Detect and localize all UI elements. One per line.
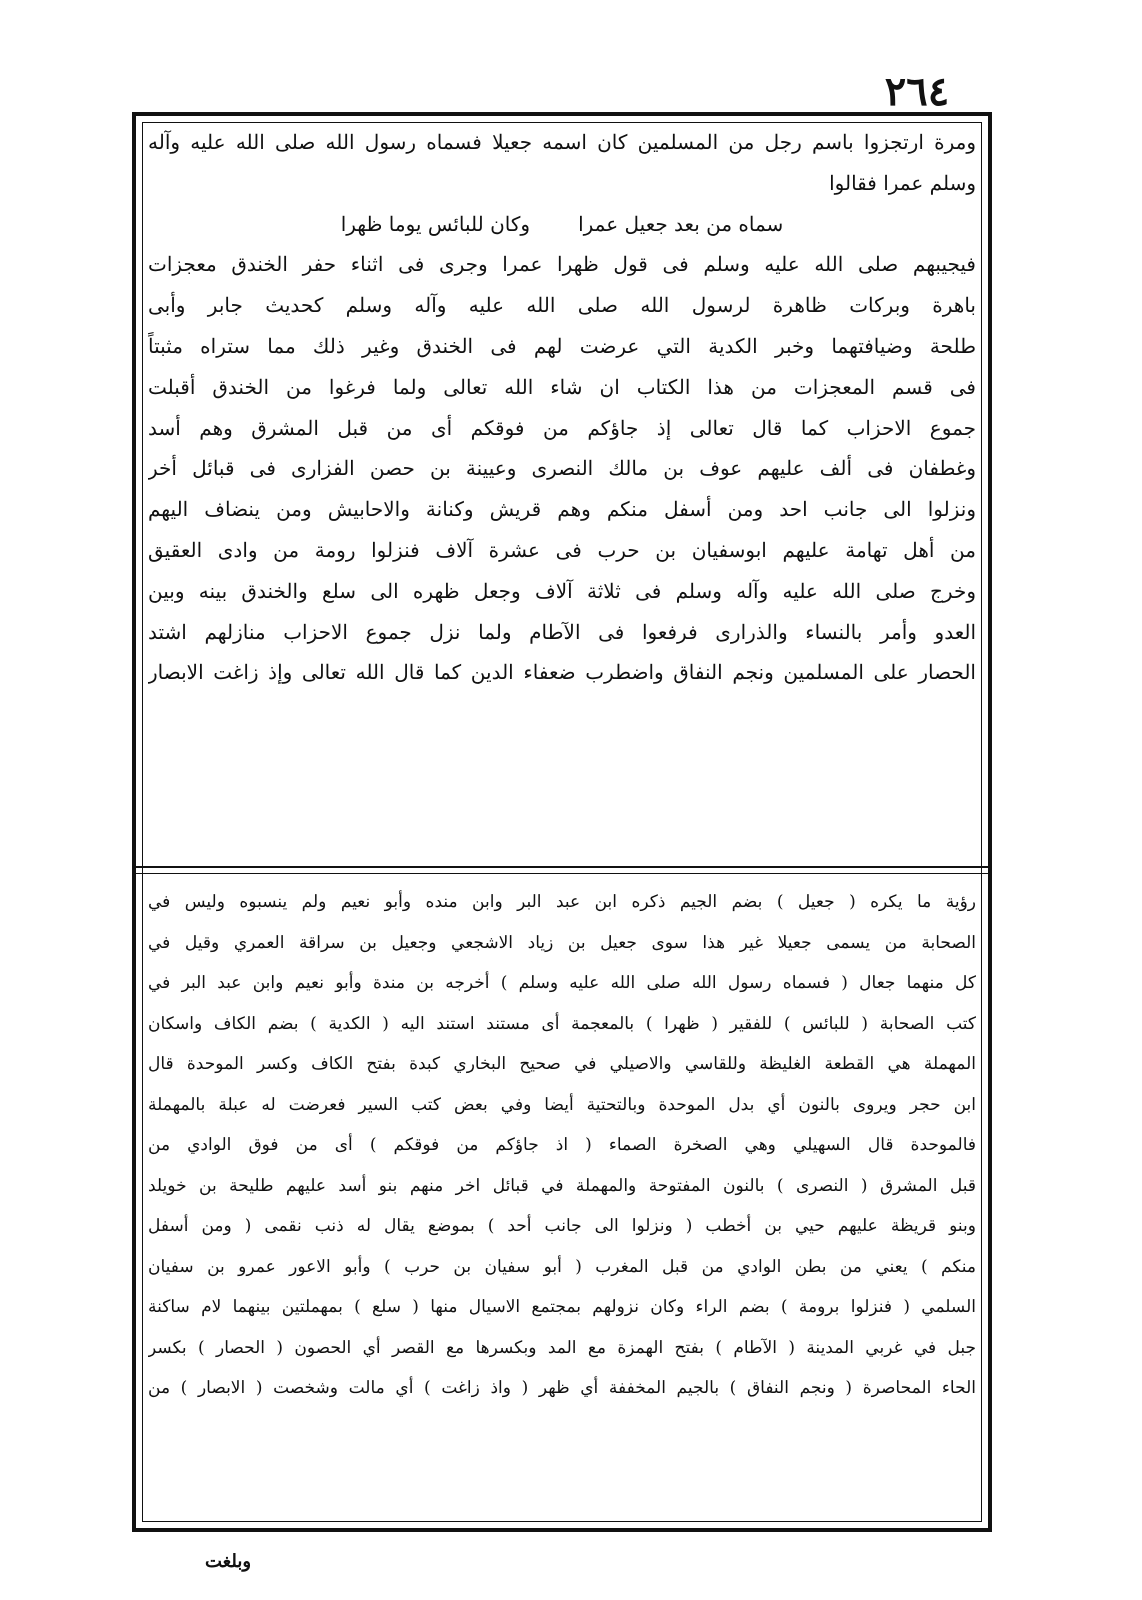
main-line: الحصار على المسلمين ونجم النفاق واضطرب ضعفاء الدين كما قال الله تعالى وإذ زاغت الابصار bbox=[148, 660, 976, 685]
page-frame bbox=[132, 112, 992, 1532]
note-line: كتب الصحابة ( للبائس ) للفقير ( ظهرا ) بالمعجمة أى مستند استند اليه ( الكدية ) بضم الكاف واسكان bbox=[148, 1013, 976, 1034]
footnote-divider bbox=[136, 866, 988, 874]
page-number: ٢٦٤ bbox=[884, 68, 950, 115]
main-line: ونزلوا الى جانب احد ومن أسفل منكم وهم قريش وكنانة والاحابيش ومن ينضاف اليهم bbox=[148, 497, 976, 522]
main-line: جموع الاحزاب كما قال تعالى إذ جاؤكم من فوقكم أى من قبل المشرق وهم أسد bbox=[148, 415, 976, 440]
note-line: كل منهما جعال ( فسماه رسول الله صلى الله عليه وسلم ) أخرجه بن مندة وأبو نعيم وابن عبد البر في bbox=[148, 973, 976, 993]
note-line: جبل في غربي المدينة ( الآطام ) بفتح الهمزة مع المد وبكسرها مع القصر أي الحصون ( الحصار ) بكسر bbox=[148, 1337, 976, 1358]
catchword: وبلغت bbox=[205, 1551, 252, 1572]
note-line: رؤية ما يكره ( جعيل ) بضم الجيم ذكره ابن عبد البر وابن منده وأبو نعيم ولم ينسبوه وليس في bbox=[148, 892, 976, 912]
verse-hemistich-1: سماه من بعد جعيل عمرا bbox=[578, 211, 784, 236]
main-line: وغطفان فى ألف عليهم عوف بن مالك النصرى وعيينة بن حصن الفزارى فى قبائل أخر bbox=[148, 456, 976, 481]
main-line: من أهل تهامة عليهم ابوسفيان بن حرب فى عشرة آلاف فنزلوا رومة من وادى العقيق bbox=[148, 537, 976, 562]
main-line: العدو وأمر بالنساء والذرارى فرفعوا فى الآطام ولما نزل جموع الاحزاب منازلهم اشتد bbox=[148, 619, 976, 644]
note-line: الصحابة من يسمى جعيلا غير هذا سوى جعيل بن زياد الاشجعي وجعيل بن سراقة العمري وقيل في bbox=[148, 932, 976, 953]
main-line: طلحة وضيافتهما وخبر الكدية التي عرضت لهم فى الخندق وغير ذلك مما ستراه مثبتاً bbox=[148, 333, 976, 358]
note-line: المهملة هي القطعة الغليظة وللقاسي والاصيلي في صحيح البخاري كبدة بفتح الكاف وكسر الموحدة قال bbox=[148, 1054, 976, 1074]
verse-hemistich-2: وكان للبائس يوما ظهرا bbox=[340, 211, 531, 236]
note-line: وبنو قريظة عليهم حيي بن أخطب ( ونزلوا الى جانب أحد ) بموضع يقال له ذنب نقمى ( ومن أسفل bbox=[148, 1216, 976, 1236]
main-line: وخرج صلى الله عليه وآله وسلم فى ثلاثة آلاف وجعل ظهره الى سلع والخندق بينه وبين bbox=[148, 578, 976, 603]
note-line: فالموحدة قال السهيلي وهي الصخرة الصماء ( اذ جاؤكم من فوقكم ) أى من فوق الوادي من bbox=[148, 1135, 976, 1155]
note-line: الحاء المحاصرة ( ونجم النفاق ) بالجيم المخففة أي ظهر ( واذ زاغت ) أي مالت وشخصت ( الابصار ) من bbox=[148, 1378, 976, 1398]
main-line: باهرة وبركات ظاهرة لرسول الله صلى الله عليه وآله وسلم كحديث جابر وأبى bbox=[148, 293, 976, 318]
note-line: السلمي ( فنزلوا برومة ) بضم الراء وكان نزولهم بمجتمع الاسيال منها ( سلع ) بمهملتين بينهما لام ساكنة bbox=[148, 1297, 976, 1317]
main-line: وسلم عمرا فقالوا bbox=[829, 170, 976, 195]
verse bbox=[148, 204, 976, 245]
main-line: فيجيبهم صلى الله عليه وسلم فى قول ظهرا عمرا وجرى فى اثناء حفر الخندق معجزات bbox=[148, 252, 976, 277]
note-line: منكم ) يعني من بطن الوادي من قبل المغرب ( أبو سفيان بن حرب ) وأبو الاعور عمرو بن سفيان bbox=[148, 1256, 976, 1277]
note-line: ابن حجر ويروى بالنون أي بدل الموحدة وبالتحتية أيضا وفي بعض كتب السير فعرضت له عبلة بالمهملة bbox=[148, 1094, 976, 1115]
note-line: قبل المشرق ( النصرى ) بالنون المفتوحة والمهملة في قبائل اخر منهم بنو أسد عليهم طليحة بن خويلد bbox=[148, 1175, 976, 1196]
main-line: ومرة ارتجزوا باسم رجل من المسلمين كان اسمه جعيلا فسماه رسول الله صلى الله عليه وآله bbox=[148, 130, 976, 154]
main-line: فى قسم المعجزات من هذا الكتاب ان شاء الله تعالى ولما فرغوا من الخندق أقبلت bbox=[148, 374, 976, 399]
main-text bbox=[148, 122, 976, 872]
footnotes bbox=[148, 882, 976, 1409]
